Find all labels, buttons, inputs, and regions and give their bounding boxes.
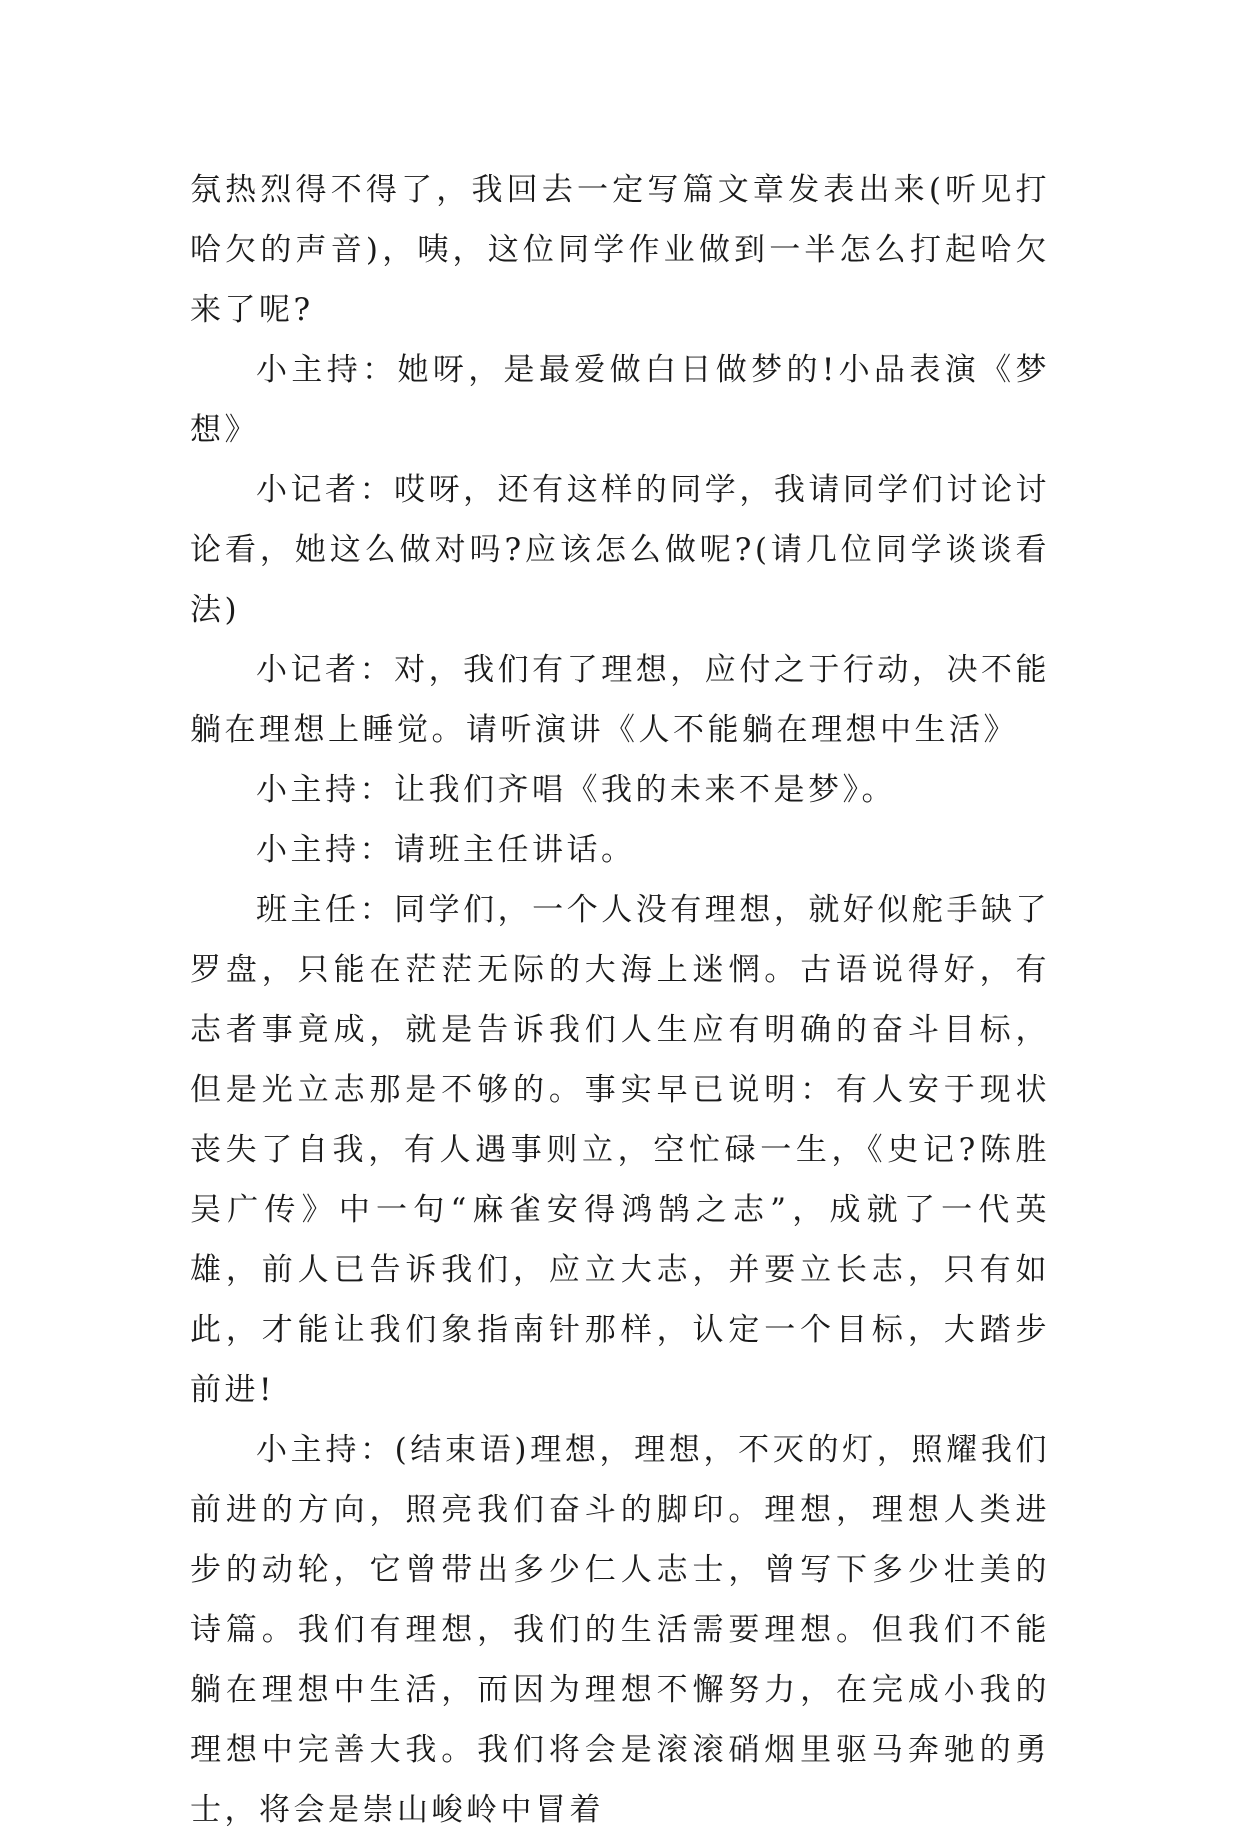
paragraph-reporter-discussion: 小记者：哎呀，还有这样的同学，我请同学们讨论讨论看，她这么做对吗?应该怎么做呢?(请几位同学谈谈看法) [190, 472, 1050, 628]
paragraph-host-song: 小主持：让我们齐唱《我的未来不是梦》。 [256, 772, 896, 808]
document-body [190, 160, 1050, 1840]
paragraph-host-sketch: 小主持：她呀，是最爱做白日做梦的!小品表演《梦想》 [190, 352, 1050, 448]
paragraph-teacher-speech: 班主任：同学们，一个人没有理想，就好似舵手缺了罗盘，只能在茫茫无际的大海上迷惘。古语说得好，有志者事竟成，就是告诉我们人生应有明确的奋斗目标，但是光立志那是不够的。事实早已说明：有人安于现状丧失了自我，有人遇事则立，空忙碌一生，《史记?陈胜吴广传》中一句“麻雀安得鸿鹄之志”，成就了一代英雄，前人已告诉我们，应立大志，并要立长志，只有如此，才能让我们象指南针那样，认定一个目标，大踏步前进! [190, 892, 1050, 1408]
paragraph-reporter-speech: 小记者：对，我们有了理想，应付之于行动，决不能躺在理想上睡觉。请听演讲《人不能躺在理想中生活》 [190, 652, 1050, 748]
paragraph-host-closing: 小主持：(结束语)理想，理想，不灭的灯，照耀我们前进的方向，照亮我们奋斗的脚印。理想，理想人类进步的动轮，它曾带出多少仁人志士，曾写下多少壮美的诗篇。我们有理想，我们的生活需要理想。但我们不能躺在理想中生活，而因为理想不懈努力，在完成小我的理想中完善大我。我们将会是滚滚硝烟里驱马奔驰的勇士，将会是崇山峻岭中冒着 [190, 1432, 1050, 1828]
paragraph-continued-intro: 氛热烈得不得了，我回去一定写篇文章发表出来(听见打哈欠的声音)，咦，这位同学作业做到一半怎么打起哈欠来了呢? [190, 172, 1050, 328]
paragraph-host-teacher: 小主持：请班主任讲话。 [256, 832, 636, 868]
